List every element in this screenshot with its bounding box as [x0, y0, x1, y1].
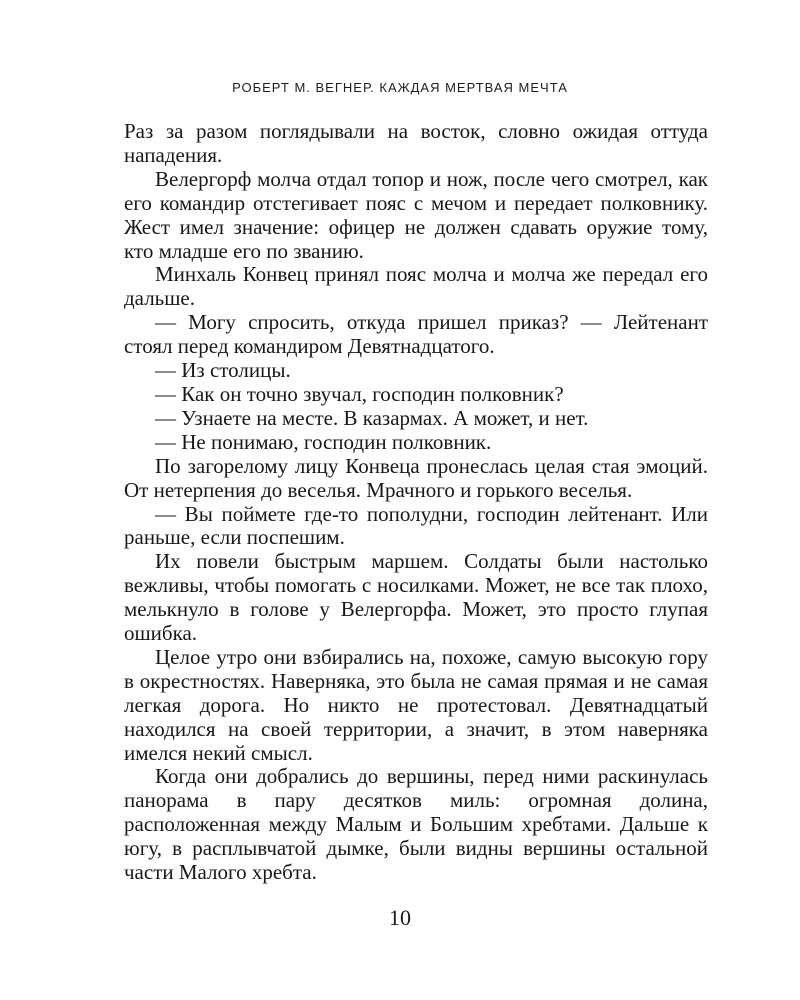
paragraph: Целое утро они взбирались на, похоже, самую высокую гору в окрестностях. Наверняка, это была не самая прямая и не самая легкая дорога. Но никто не протестовал. Девятнадцатый находился на своей территории, а значит, в этом наверняка имелся некий смысл.	[124, 644, 708, 765]
paragraph: Минхаль Конвец принял пояс молча и молча же передал его дальше.	[124, 262, 708, 311]
paragraph: Когда они добрались до вершины, перед ними раскинулась панорама в пару десятков миль: огромная долина, расположенная между Малым и Большим хребтами. Дальше к югу, в расплывчатой дымке, были видны вершины остальной части Малого хребта.	[124, 764, 708, 885]
paragraph: Их повели быстрым маршем. Солдаты были настолько вежливы, чтобы помогать с носилками. Может, не все так плохо, мелькнуло в голове у Велергорфа. Может, это просто глупая ошибка.	[124, 549, 708, 646]
paragraph: Велергорф молча отдал топор и нож, после чего смотрел, как его командир отстегивает пояс с мечом и передает полковнику. Жест имел значение: офицер не должен сдавать оружие тому, кто младше его по званию.	[124, 166, 708, 263]
dialogue-line: — Узнаете на месте. В казармах. А может, и нет.	[155, 405, 589, 430]
dialogue-line: — Из столицы.	[155, 358, 291, 383]
dialogue-line: — Не понимаю, господин полковник.	[155, 429, 492, 454]
dialogue-line: — Могу спросить, откуда пришел приказ? — Лейтенант стоял перед командиром Девятнадцатого.	[124, 310, 708, 359]
body-text	[124, 120, 708, 885]
running-header-title: РОБЕРТ М. ВЕГНЕР. КАЖДАЯ МЕРТВАЯ МЕЧТА	[232, 80, 568, 95]
paragraph: По загорелому лицу Конвеца пронеслась целая стая эмоций. От нетерпения до веселья. Мрачного и горького веселья.	[124, 453, 708, 502]
dialogue-line: — Как он точно звучал, господин полковник?	[155, 381, 564, 406]
paragraph: Раз за разом поглядывали на восток, словно ожидая оттуда нападения.	[124, 119, 708, 167]
page-number: 10	[389, 905, 411, 930]
dialogue-line: — Вы поймете где-то пополудни, господин лейтенант. Или раньше, если поспешим.	[124, 501, 708, 550]
